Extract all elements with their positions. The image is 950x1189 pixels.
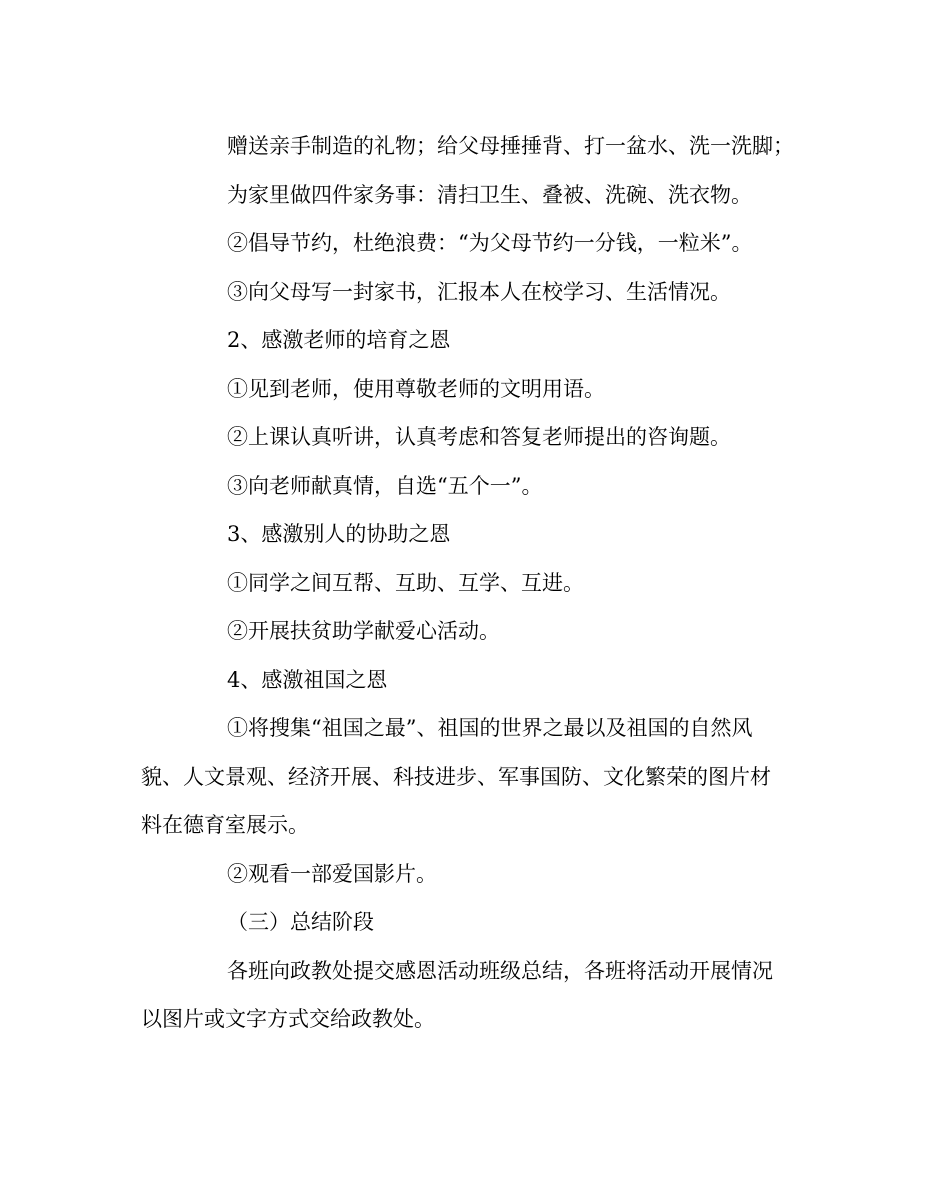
- paragraph-line: ②观看一部爱国影片。: [227, 861, 437, 886]
- paragraph-line: ②倡导节约，杜绝浪费：“为父母节约一分钱，一粒米”。: [227, 231, 753, 255]
- paragraph-line: 料在德育室展示。: [141, 813, 309, 837]
- document-body: [141, 122, 821, 1044]
- paragraph-line: ②开展扶贫助学献爱心活动。: [227, 619, 500, 643]
- section-heading: 2、感激老师的培育之恩: [227, 328, 451, 352]
- paragraph-line: ②上课认真听讲，认真考虑和答复老师提出的咨询题。: [227, 425, 731, 449]
- paragraph-line: 貌、人文景观、经济开展、科技进步、军事国防、文化繁荣的图片材: [141, 764, 771, 789]
- paragraph-line: ①将搜集“祖国之最”、祖国的世界之最以及祖国的自然风: [227, 716, 753, 740]
- paragraph-line: ③向老师献真情，自选“五个一”。: [227, 473, 543, 498]
- section-heading: 4、感激祖国之恩: [227, 667, 388, 692]
- paragraph-line: 赠送亲手制造的礼物；给父母捶捶背、打一盆水、洗一洗脚；: [227, 134, 794, 158]
- paragraph-line: 为家里做四件家务事：清扫卫生、叠被、洗碗、洗衣物。: [227, 182, 752, 207]
- section-heading: （三）总结阶段: [227, 910, 374, 934]
- paragraph-line: ③向父母写一封家书，汇报本人在校学习、生活情况。: [227, 279, 731, 304]
- paragraph-line: 各班向政教处提交感恩活动班级总结，各班将活动开展情况: [227, 958, 773, 983]
- paragraph-line: 以图片或文字方式交给政教处。: [141, 1007, 435, 1031]
- section-heading: 3、感激别人的协助之恩: [227, 522, 451, 546]
- paragraph-line: ①见到老师，使用尊敬老师的文明用语。: [227, 376, 605, 401]
- paragraph-line: ①同学之间互帮、互助、互学、互进。: [227, 570, 584, 595]
